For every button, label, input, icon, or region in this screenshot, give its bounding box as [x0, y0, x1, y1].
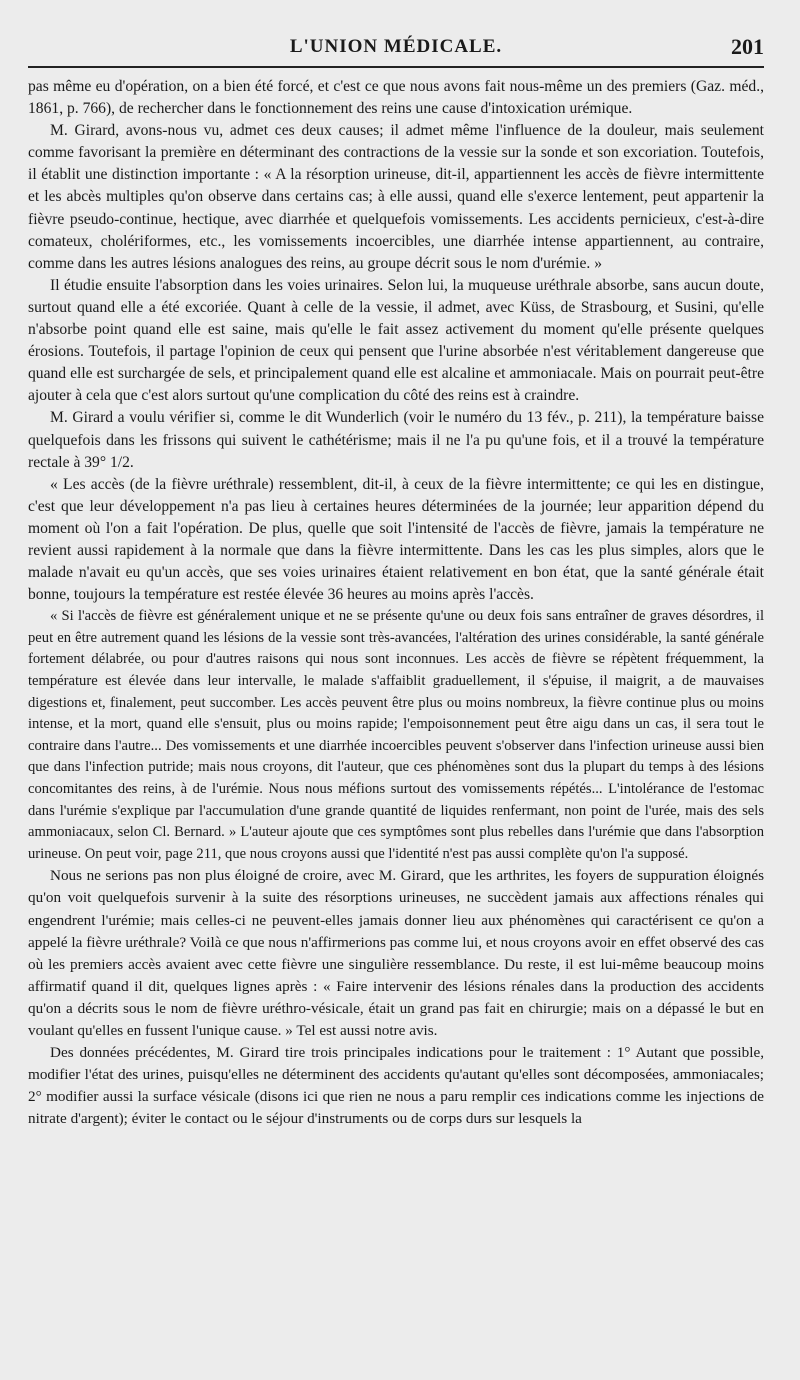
paragraph: Nous ne serions pas non plus éloigné de croire, avec M. Girard, que les arthrites, les foyers de suppuration éloignés qu'on voit quelquefois survenir à la suite des résorptions urineuses, ne succèdent jamais aux affections rénales qui engendrent l'urémie; mais celles-ci ne peuvent-elles jamais donner lieu aux phénomènes qui caractérisent ce qu'on a appelé la fièvre uréthrale? Voilà ce que nous n'affirmerions pas comme lui, et nous croyons avoir en effet observé des cas où les premiers accès avaient avec cette fièvre une singulière ressemblance. Du reste, il est lui-même beaucoup moins affirmatif quand il dit, quelques lignes après : « Faire intervenir des lésions rénales dans la production des accidents qu'on a décrits sous le nom de fièvre uréthro-vésicale, était un grand pas fait en chirurgie; mais on a dépassé le but en voulant qu'elles en fussent l'unique cause. » Tel est aussi notre avis.	[28, 867, 764, 1040]
page-number: 201	[731, 34, 764, 59]
paragraph: « Si l'accès de fièvre est généralement unique et ne se présente qu'une ou deux fois sans entraîner de graves désordres, il peut en être autrement quand les lésions de la vessie sont très-avancées, l'altération des urines considérable, la santé générale fortement délabrée, ou pour d'autres raisons qui nous sont inconnues. Les accès de fièvre se répètent fréquemment, la température est élevée dans leur intervalle, le malade s'affaiblit graduellement, il s'épuise, il maigrit, a de mauvaises digestions et, finalement, peut succomber. Les accès peuvent être plus ou moins nombreux, la fièvre continue plus ou moins intense, et la mort, quand elle s'ensuit, plus ou moins rapide; l'empoisonnement peut être aigu dans un cas, il sera tout le contraire dans l'autre... Des vomissements et une diarrhée incoercibles peuvent s'observer dans l'infection urineuse aussi bien que dans l'infection putride; mais nous croyons, dit l'auteur, que ces phénomènes sont dus la plupart du temps à des lésions concomitantes des reins, à de l'urémie. Nous nous méfions surtout des vomissements répétés... L'intolérance de l'estomac dans l'urémie s'explique par l'accumulation d'une grande quantité de liquides renfermant, non point de l'urée, mais des sels ammoniacaux, selon Cl. Bernard. » L'auteur ajoute que ces symptômes sont plus rebelles dans l'urémie que dans l'absorption urineuse. On peut voir, page 211, que nous croyons aussi que l'identité n'est pas aussi complète qu'on l'a supposé.	[28, 608, 764, 862]
header-rule	[28, 66, 764, 68]
paragraph: M. Girard, avons-nous vu, admet ces deux causes; il admet même l'influence de la douleur, mais seulement comme favorisant la première en déterminant des contractions de la vessie sur la sonde et son excoriation. Toutefois, il établit une distinction importante : « A la résorption urineuse, dit-il, appartiennent les accès de fièvre intermittente et les abcès multiples qu'on observe dans certains cas; à elle aussi, quand elle s'exerce lentement, peut appartenir la fièvre pseudo-continue, hectique, avec diarrhée et quelquefois vomissements. Les accidents pernicieux, c'est-à-dire comateux, cholériformes, etc., les vomissements incoercibles, une diarrhée intense appartiennent, au contraire, comme dans les autres lésions analogues des reins, au groupe décrit sous le nom d'urémie. »	[28, 122, 764, 272]
paragraph: pas même eu d'opération, on a bien été forcé, et c'est ce que nous avons fait nous-même un des premiers (Gaz. méd., 1861, p. 766), de rechercher dans le fonctionnement des reins une cause d'intoxication urémique.	[28, 78, 764, 118]
running-header	[28, 28, 764, 62]
paragraph: M. Girard a voulu vérifier si, comme le dit Wunderlich (voir le numéro du 13 fév., p. 211), la température baisse quelquefois dans les frissons qui suivent le cathétérisme; mais il ne l'a pu qu'une fois, et il a trouvé la température rectale à 39° 1/2.	[28, 409, 764, 471]
paragraph: Il étudie ensuite l'absorption dans les voies urinaires. Selon lui, la muqueuse uréthrale absorbe, sans aucun doute, surtout quand elle a été excoriée. Quant à celle de la vessie, il admet, avec Küss, de Strasbourg, et Susini, qu'elle n'absorbe point quand elle est saine, mais qu'elle le fait assez activement du moment qu'elle présente quelques érosions. Toutefois, il partage l'opinion de ceux qui pensent que l'urine absorbée n'est véritablement dangereuse que quand elle est surchargée de sels, et principalement quand elle est alcaline et ammoniacale. Mais on pourrait peut-être ajouter à cela que c'est alors surtout qu'une complication du côté des reins est à craindre.	[28, 276, 764, 405]
paragraph: Des données précédentes, M. Girard tire trois principales indications pour le traitement : 1° Autant que possible, modifier l'état des urines, puisqu'elles ne déterminent des accidents qu'autant qu'elles sont décomposées, ammoniacales; 2° modifier aussi la surface vésicale (disons ici que rien ne nous a paru remplir ces indications comme les injections de nitrate d'argent); éviter le contact ou le séjour d'instruments ou de corps durs sur lesquels la	[28, 1044, 764, 1128]
journal-title: L'UNION MÉDICALE.	[289, 36, 503, 57]
article-body	[28, 76, 764, 1131]
paragraph: « Les accès (de la fièvre uréthrale) ressemblent, dit-il, à ceux de la fièvre intermittente; ce qui les en distingue, c'est que leur développement n'a pas lieu à certaines heures déterminées de la journée; leur apparition dépend du moment où l'on a fait l'opération. De plus, quelle que soit l'intensité de l'accès de fièvre, jamais la température ne revient aussi rapidement à la normale que dans la fièvre intermittente. Dans les cas les plus simples, alors que le malade n'avait eu qu'un accès, que ses voies urinaires étaient relativement en bon état, que la santé générale était bonne, toujours la température est restée élevée 36 heures au moins après l'accès.	[28, 475, 764, 604]
